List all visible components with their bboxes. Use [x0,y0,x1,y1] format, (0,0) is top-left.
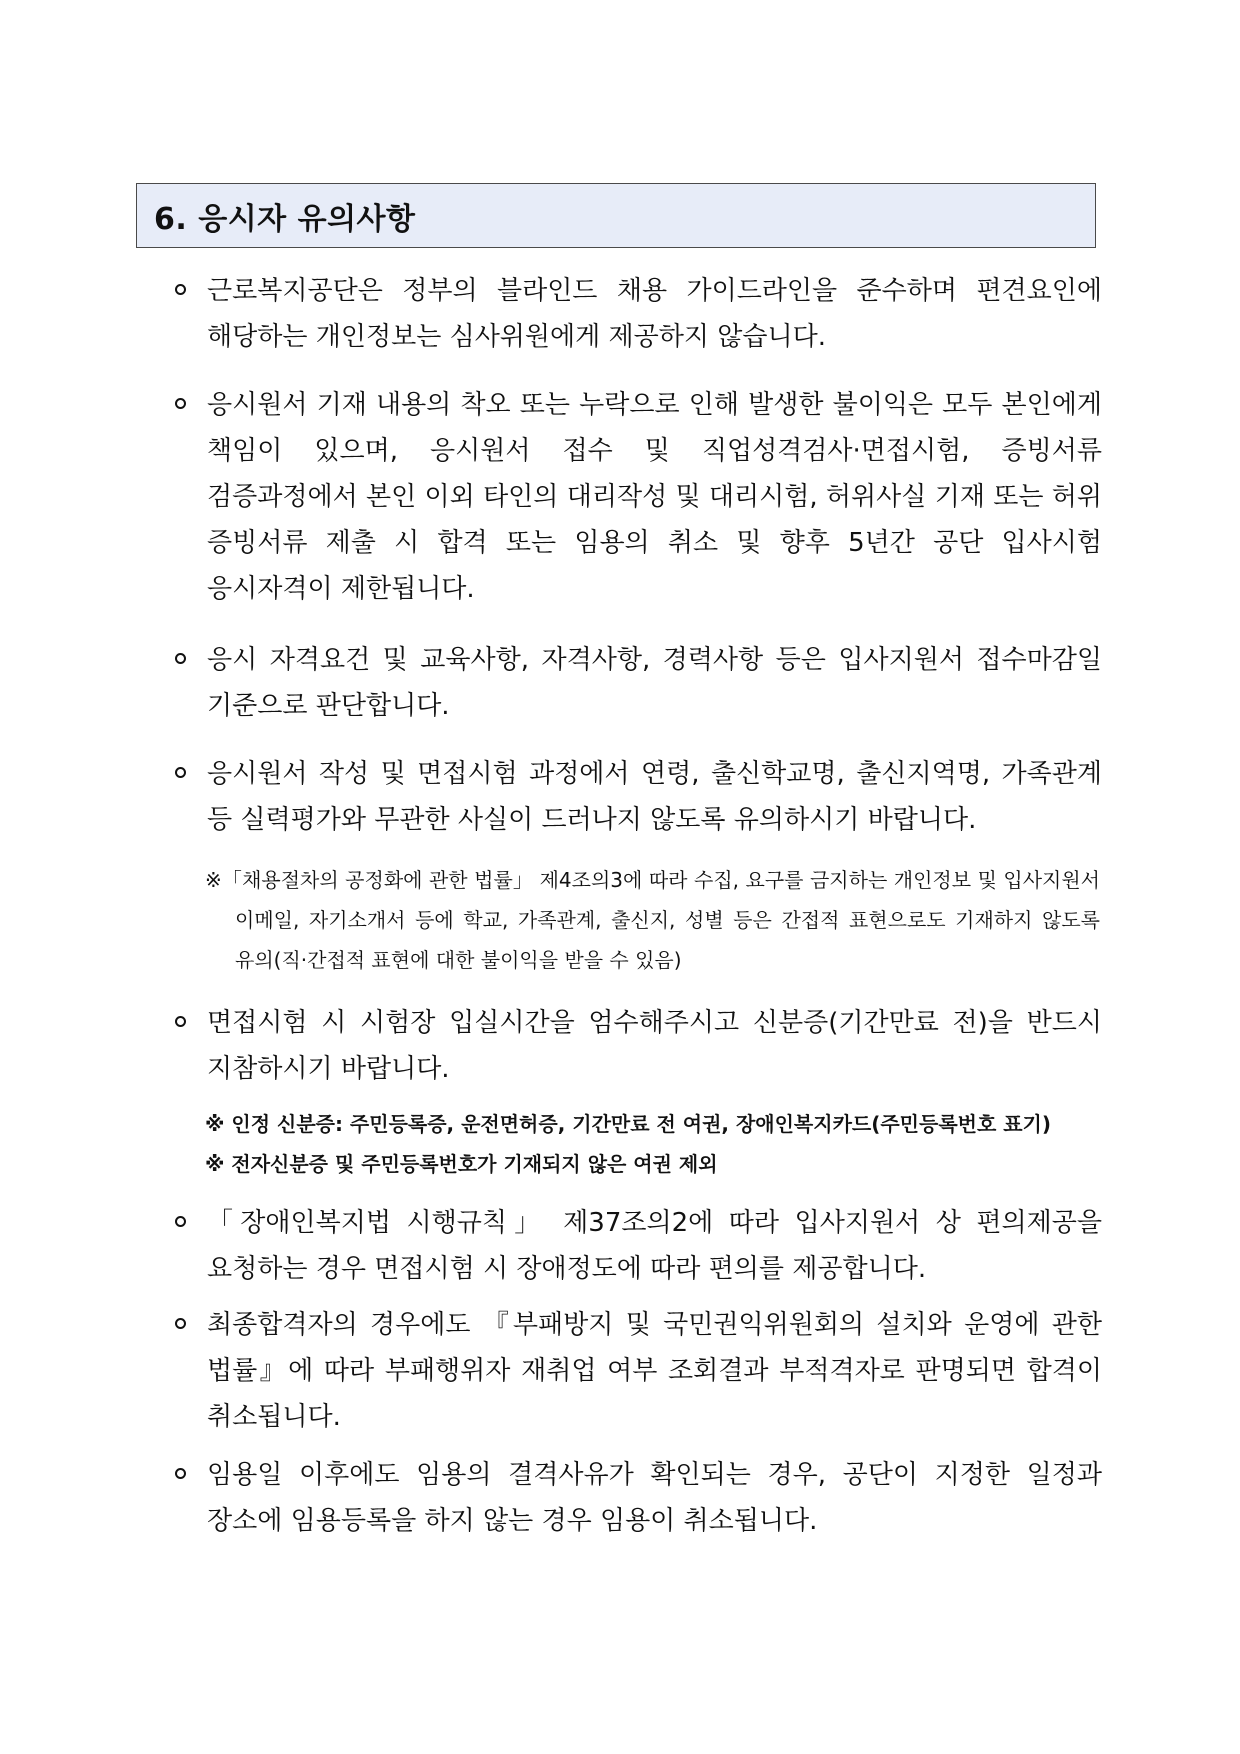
fairness-note [205,860,1100,980]
section-title: 6. 응시자 유의사항 [154,201,416,237]
circle-bullet-icon [175,767,186,778]
list-item [167,268,1102,360]
item-text: 응시원서 기재 내용의 착오 또는 누락으로 인해 발생한 불이익은 모두 본인에게 책임이 있으며, 응시원서 접수 및 직업성격검사·면접시험, 증빙서류 검증과정에서 본인 이외 타인의 대리작성 및 대리시험, 허위사실 기재 또는 허위 증빙서류 제출 시 합격 또는 임용의 취소 및 향후 5년간 공단 입사시험 응시자격이 제한됩니다. [207,390,1103,604]
note-text: ※「채용절차의 공정화에 관한 법률」 제4조의3에 따라 수집, 요구를 금지하는 개인정보 및 입사지원서 이메일, 자기소개서 등에 학교, 가족관계, 출신지, 성별 등은 간접적 표현으로도 기재하지 않도록 유의(직·간접적 표현에 대한 불이익을 받을 수 있음) [205,868,1100,972]
list-item [167,751,1102,843]
item-text: 근로복지공단은 정부의 블라인드 채용 가이드라인을 준수하며 편견요인에 해당하는 개인정보는 심사위원에게 제공하지 않습니다. [207,276,1102,352]
list-item [167,1200,1102,1292]
circle-bullet-icon [175,1016,186,1027]
circle-bullet-icon [175,1468,186,1479]
note-text: ※ 전자신분증 및 주민등록번호가 기재되지 않은 여권 제외 [205,1152,718,1176]
item-text: 면접시험 시 시험장 입실시간을 엄수해주시고 신분증(기간만료 전)을 반드시 지참하시기 바랍니다. [207,1008,1102,1084]
item-text: 최종합격자의 경우에도 『부패방지 및 국민권익위원회의 설치와 운영에 관한 법률』에 따라 부패행위자 재취업 여부 조회결과 부적격자로 판명되면 합격이 취소됩니다. [207,1310,1102,1432]
note-text: ※ 인정 신분증: 주민등록증, 운전면허증, 기간만료 전 여권, 장애인복지카드(주민등록번호 표기) [205,1112,1052,1136]
item-text: 임용일 이후에도 임용의 결격사유가 확인되는 경우, 공단이 지정한 일정과 장소에 임용등록을 하지 않는 경우 임용이 취소됩니다. [207,1460,1102,1536]
id-valid-note [205,1104,1100,1144]
list-item [167,1302,1102,1440]
list-item [167,1452,1102,1544]
circle-bullet-icon [175,398,186,409]
item-text: 「장애인복지법 시행규칙」 제37조의2에 따라 입사지원서 상 편의제공을 요청하는 경우 면접시험 시 장애정도에 따라 편의를 제공합니다. [207,1208,1102,1284]
item-text: 응시원서 작성 및 면접시험 과정에서 연령, 출신학교명, 출신지역명, 가족관계 등 실력평가와 무관한 사실이 드러나지 않도록 유의하시기 바랍니다. [207,759,1102,835]
section-header [136,183,1096,248]
circle-bullet-icon [175,1216,186,1227]
list-item [167,382,1102,612]
item-text: 응시 자격요건 및 교육사항, 자격사항, 경력사항 등은 입사지원서 접수마감일 기준으로 판단합니다. [207,645,1102,721]
list-item [167,637,1102,729]
circle-bullet-icon [175,1318,186,1329]
id-excluded-note [205,1144,1100,1184]
circle-bullet-icon [175,653,186,664]
circle-bullet-icon [175,284,186,295]
list-item [167,1000,1102,1092]
